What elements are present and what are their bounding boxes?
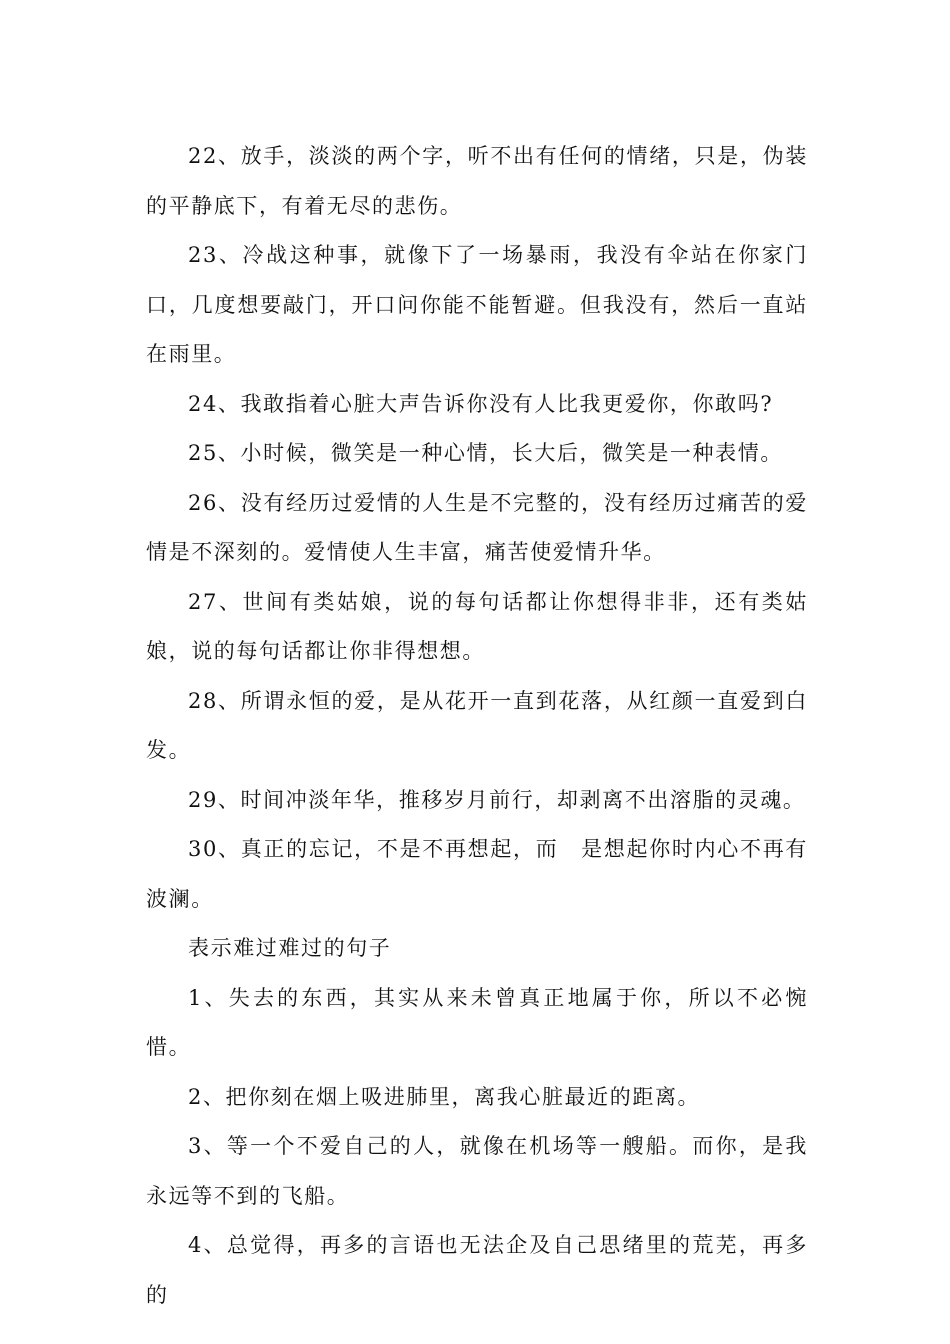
paragraph-quote-23: 23、冷战这种事，就像下了一场暴雨，我没有伞站在你家门口，几度想要敲门，开口问你能不能暂避。但我没有，然后一直站在雨里。 — [146, 243, 808, 366]
paragraph-quote-22: 22、放手，淡淡的两个字，听不出有任何的情绪，只是，伪装的平静底下，有着无尽的悲伤。 — [146, 144, 808, 218]
paragraph-quote-25: 25、小时候，微笑是一种心情，长大后，微笑是一种表情。 — [188, 441, 783, 465]
paragraph-quote-24: 24、我敢指着心脏大声告诉你没有人比我更爱你，你敢吗? — [188, 391, 774, 416]
paragraph-quote-30: 30、真正的忘记，不是不再想起，而 是想起你时内心不再有波澜。 — [146, 837, 808, 911]
paragraph-quote-28: 28、所谓永恒的爱，是从花开一直到花落，从红颜一直爱到白发。 — [146, 688, 808, 762]
paragraph-sad-2: 2、把你刻在烟上吸进肺里，离我心脏最近的距离。 — [188, 1084, 701, 1109]
paragraph-sad-4: 4、总觉得，再多的言语也无法企及自己思绪里的荒芜，再多的 — [146, 1233, 808, 1307]
paragraph-quote-26: 26、没有经历过爱情的人生是不完整的，没有经历过痛苦的爱情是不深刻的。爱情使人生丰富，痛苦使爱情升华。 — [146, 490, 808, 564]
document-body — [146, 132, 808, 1320]
paragraph-quote-29: 29、时间冲淡年华，推移岁月前行，却剥离不出溶脂的灵魂。 — [188, 787, 806, 812]
paragraph-sad-3: 3、等一个不爱自己的人，就像在机场等一艘船。而你，是我永远等不到的飞船。 — [146, 1134, 808, 1208]
paragraph-sad-1: 1、失去的东西，其实从来未曾真正地属于你，所以不必惋惜。 — [146, 985, 808, 1059]
paragraph-quote-27: 27、世间有类姑娘，说的每句话都让你想得非非，还有类姑娘，说的每句话都让你非得想想。 — [146, 589, 808, 663]
section-heading: 表示难过难过的句子 — [188, 936, 392, 960]
